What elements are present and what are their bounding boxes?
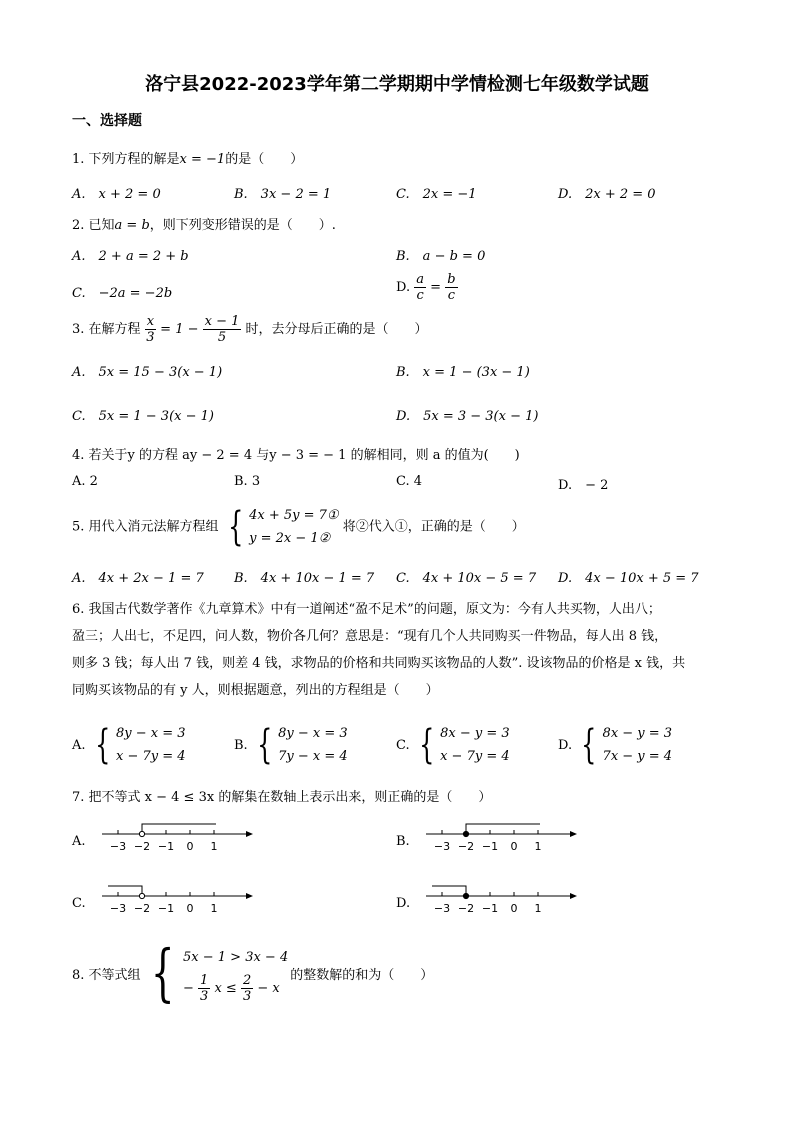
axis-arrow	[570, 831, 577, 837]
question-8: 8. 不等式组 { 5x − 1 > 3x − 4 − $\frac{1}{3}$ x ≤ $\frac{2}{3}$ − x 的整数解的和为（ ）	[72, 936, 434, 1009]
q7-option-b-label[interactable]: B.	[396, 834, 410, 849]
tick-label: 1	[210, 902, 218, 915]
axis-arrow	[246, 831, 253, 837]
question-7: 7. 把不等式 x − 4 ≤ 3x 的解集在数轴上表示出来，则正确的是（ ）	[72, 790, 492, 805]
q2-option-a[interactable]: A. 2 + a = 2 + b	[72, 249, 189, 264]
tick-label: −2	[133, 840, 151, 853]
tick-label: −1	[481, 840, 499, 853]
q5-option-c[interactable]: C. 4x + 10x − 5 = 7	[396, 571, 537, 586]
question-2-stem: 2. 已知	[72, 218, 115, 233]
solution-ray	[142, 824, 216, 831]
page-title: 洛宁县2022-2023学年第二学期期中学情检测七年级数学试题	[145, 74, 649, 95]
question-2-stem-end: ，则下列变形错误的是（ ）.	[149, 218, 336, 233]
q2-option-d-label: D.	[396, 280, 411, 295]
tick-label: −1	[157, 902, 175, 915]
question-8-stem: 8. 不等式组	[72, 967, 141, 983]
q2-option-c[interactable]: C. −2a = −2b	[72, 286, 173, 301]
question-3-stem-end: 时，去分母后正确的是（ ）	[245, 322, 428, 337]
tick-label: −3	[109, 902, 127, 915]
tick-label: −3	[109, 840, 127, 853]
q1-option-c[interactable]: C. 2x = −1	[396, 187, 477, 202]
question-3-math: = 1 −	[160, 322, 199, 337]
q1-option-a[interactable]: A. x + 2 = 0	[72, 187, 161, 202]
q3-option-b[interactable]: B. x = 1 − (3x − 1)	[396, 365, 530, 380]
question-8-system: 5x − 1 > 3x − 4 − $\frac{1}{3}$ x ≤ $\frac{2}{3}$ − x	[183, 949, 289, 1004]
question-1	[72, 148, 303, 167]
tick-label: 0	[510, 840, 518, 853]
q2-option-d-fraction-left: $\frac{a}{c}$	[416, 272, 424, 303]
tick-label: −2	[457, 840, 475, 853]
question-6	[72, 596, 732, 704]
q7-option-d-label[interactable]: D.	[396, 896, 411, 911]
q7-option-c-number-line[interactable]	[98, 880, 258, 920]
q4-option-c[interactable]: C. 4	[396, 474, 423, 489]
q4-option-a[interactable]: A. 2	[72, 474, 98, 489]
tick-label: 1	[534, 902, 542, 915]
hollow-point	[139, 831, 144, 836]
q4-option-b[interactable]: B. 3	[234, 474, 261, 489]
tick-label: 1	[210, 840, 218, 853]
q6-option-d[interactable]: D. { 8x − y = 3 7x − y = 4	[558, 722, 673, 768]
solid-point	[463, 893, 468, 898]
q7-option-d-number-line[interactable]	[422, 880, 582, 920]
q6-option-c[interactable]: C. { 8x − y = 3 x − 7y = 4	[396, 722, 510, 768]
tick-label: −3	[433, 902, 451, 915]
q6-option-b[interactable]: B. { 8y − x = 3 7y − x = 4	[234, 722, 348, 768]
question-1-stem-end: 的是（ ）	[225, 152, 304, 167]
q7-option-c-label[interactable]: C.	[72, 896, 86, 911]
tick-label: 0	[510, 902, 518, 915]
q2-option-b[interactable]: B. a − b = 0	[396, 249, 486, 264]
section-heading: 一、选择题	[72, 113, 142, 129]
question-2	[72, 214, 336, 233]
q5-option-b[interactable]: B. 4x + 10x − 1 = 7	[234, 571, 375, 586]
hollow-point	[139, 893, 144, 898]
q4-option-d[interactable]: D. − 2	[558, 478, 609, 493]
q2-option-d-equals: =	[430, 280, 442, 295]
question-2-math: a = b	[114, 218, 150, 233]
question-6-line: 6. 我国古代数学著作《九章算术》中有一道阐述“盈不足术”的问题，原文为：今有人共买物，人出八；	[72, 602, 661, 617]
question-1-stem: 1. 下列方程的解是	[72, 152, 180, 167]
q1-option-d[interactable]: D. 2x + 2 = 0	[558, 187, 656, 202]
question-4: 4. 若关于y 的方程 ay − 2 = 4 与y − 3 = − 1 的解相同，则 a 的值为( )	[72, 448, 520, 463]
question-5-stem: 5. 用代入消元法解方程组	[72, 519, 219, 535]
tick-label: −1	[481, 902, 499, 915]
q1-option-b[interactable]: B. 3x − 2 = 1	[234, 187, 332, 202]
question-5-system: { 4x + 5y = 7① y = 2x − 1②	[227, 504, 339, 550]
q2-option-d[interactable]	[396, 272, 458, 303]
question-3-fraction-1: $\frac{x}{3}$	[146, 314, 155, 345]
solution-ray	[466, 824, 540, 831]
tick-label: 0	[186, 840, 194, 853]
q5-option-a[interactable]: A. 4x + 2x − 1 = 7	[72, 571, 204, 586]
axis-arrow	[246, 893, 253, 899]
q2-option-d-fraction-right: $\frac{b}{c}$	[447, 272, 456, 303]
q7-option-b-number-line[interactable]	[422, 818, 582, 858]
question-6-line: 则多 3 钱；每人出 7 钱，则差 4 钱，求物品的价格和共同购买该物品的人数”. 设该物品的价格是 x 钱，共	[72, 656, 686, 671]
solution-ray	[432, 886, 466, 893]
question-6-line: 盈三；人出七，不足四，问人数，物价各几何？意思是：“现有几个人共同购买一件物品，每人出 8 钱，	[72, 629, 668, 644]
q3-option-c[interactable]: C. 5x = 1 − 3(x − 1)	[72, 409, 214, 424]
q7-option-a-label[interactable]: A.	[72, 834, 86, 849]
q6-option-a[interactable]: A. { 8y − x = 3 x − 7y = 4	[72, 722, 186, 768]
q5-option-d[interactable]: D. 4x − 10x + 5 = 7	[558, 571, 699, 586]
question-3-fraction-2: $\frac{x - 1}{5}$	[204, 314, 240, 345]
tick-label: 1	[534, 840, 542, 853]
question-5	[72, 504, 525, 550]
q3-option-d[interactable]: D. 5x = 3 − 3(x − 1)	[396, 409, 539, 424]
question-5-stem-end: 将②代入①，正确的是（ ）	[342, 519, 525, 535]
tick-label: −2	[457, 902, 475, 915]
tick-label: 0	[186, 902, 194, 915]
q7-option-a-number-line[interactable]	[98, 818, 258, 858]
tick-label: −3	[433, 840, 451, 853]
question-6-line: 同购买该物品的有 y 人，则根据题意，列出的方程组是（ ）	[72, 683, 439, 698]
question-1-math: x = −1	[179, 152, 226, 167]
tick-label: −1	[157, 840, 175, 853]
solution-ray	[108, 886, 142, 893]
axis-arrow	[570, 893, 577, 899]
solid-point	[463, 831, 468, 836]
question-3	[72, 314, 428, 345]
q3-option-a[interactable]: A. 5x = 15 − 3(x − 1)	[72, 365, 223, 380]
question-3-stem: 3. 在解方程	[72, 322, 141, 337]
question-8-stem-end: 的整数解的和为（ ）	[290, 967, 434, 983]
tick-label: −2	[133, 902, 151, 915]
